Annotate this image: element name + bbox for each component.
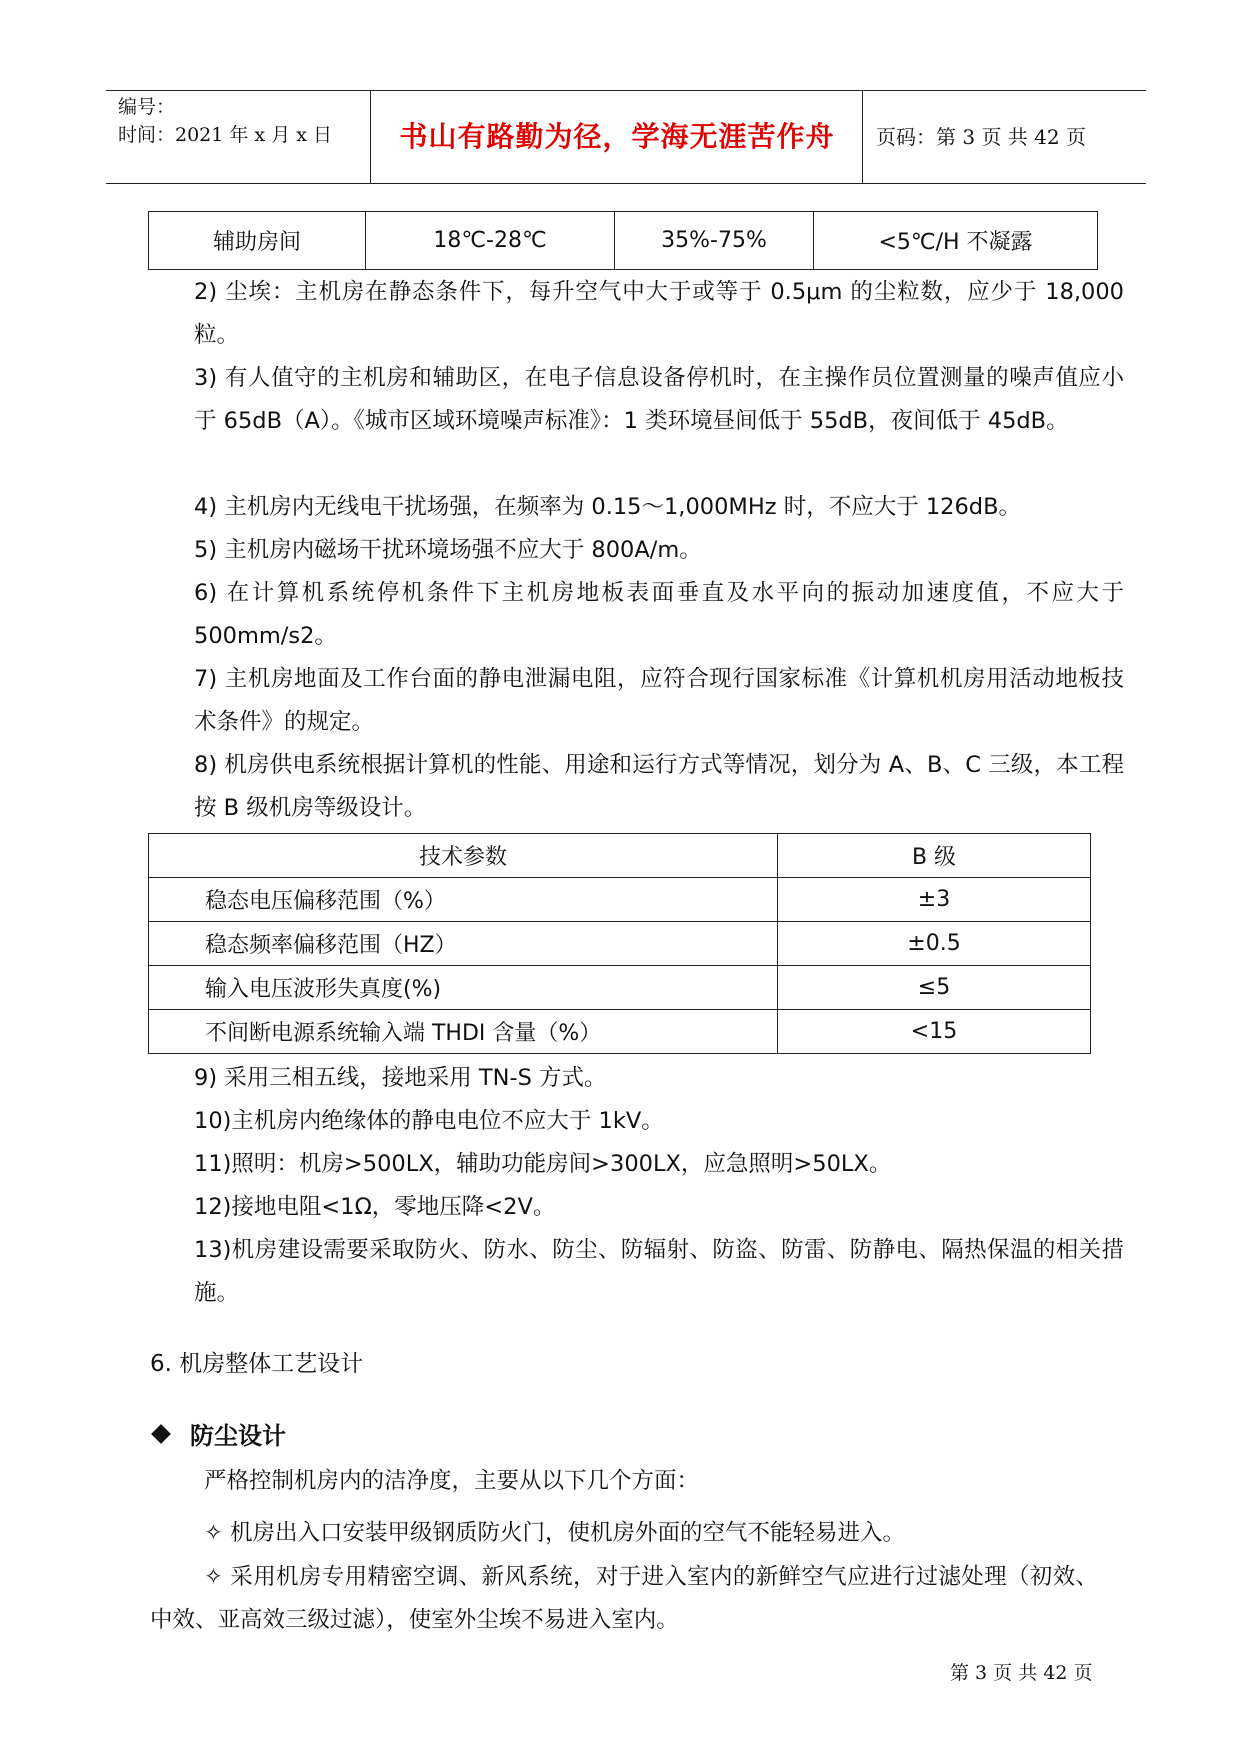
table-header-cell: B 级 <box>778 834 1091 878</box>
paragraph: 3) 有人值守的主机房和辅助区，在电子信息设备停机时，在主操作员位置测量的噪声值应小于 65dB（A）。《城市区域环境噪声标准》：1 类环境昼间低于 55dB，夜间低于 45dB。 <box>194 365 1124 434</box>
header-divider <box>370 91 371 183</box>
paragraph: 5) 主机房内磁场干扰环境场强不应大于 800A/m。 <box>194 537 702 563</box>
table-cell: 不间断电源系统输入端 THDI 含量（%） <box>149 1010 778 1054</box>
paragraph: 10)主机房内绝缘体的静电电位不应大于 1kV。 <box>194 1108 664 1134</box>
table-cell: <5℃/H 不凝露 <box>814 212 1098 270</box>
paragraph: 严格控制机房内的洁净度，主要从以下几个方面： <box>204 1468 700 1494</box>
table-cell: 稳态频率偏移范围（HZ） <box>149 922 778 966</box>
page-footer: 第 3 页 共 42 页 <box>950 1662 1093 1684</box>
table-cell: 35%-75% <box>615 212 814 270</box>
table-cell: ≤5 <box>778 966 1091 1010</box>
document-date-label: 时间：2021 年 x 月 x 日 <box>118 124 332 146</box>
page-header <box>106 90 1146 184</box>
table-cell: <15 <box>778 1010 1091 1054</box>
header-divider <box>862 91 863 183</box>
table-cell: 输入电压波形失真度(%) <box>149 966 778 1010</box>
paragraph: 13)机房建设需要采取防火、防水、防尘、防辐射、防盗、防雷、防静电、隔热保温的相关措施。 <box>194 1237 1124 1306</box>
paragraph: 2) 尘埃：主机房在静态条件下，每升空气中大于或等于 0.5μm 的尘粒数，应少于 18,000 粒。 <box>194 279 1124 348</box>
diamond-bullet-icon <box>151 1424 171 1444</box>
table-header-cell: 技术参数 <box>149 834 778 878</box>
table-row <box>149 922 1091 966</box>
paragraph: ✧ 采用机房专用精密空调、新风系统，对于进入室内的新鲜空气应进行过滤处理（初效、中效、亚高效三级过滤），使室外尘埃不易进入室内。 <box>150 1564 1098 1633</box>
table-row <box>149 966 1091 1010</box>
table-row <box>149 1010 1091 1054</box>
paragraph: 9) 采用三相五线，接地采用 TN-S 方式。 <box>194 1065 607 1091</box>
table-cell: 辅助房间 <box>149 212 366 270</box>
table-cell: ±3 <box>778 878 1091 922</box>
table-row <box>149 212 1098 270</box>
document-number-label: 编号： <box>118 96 176 118</box>
table-cell: ±0.5 <box>778 922 1091 966</box>
paragraph: 11)照明：机房>500LX，辅助功能房间>300LX，应急照明>50LX。 <box>194 1151 892 1177</box>
table-row <box>149 878 1091 922</box>
table-header-row <box>149 834 1091 878</box>
subsection-heading <box>154 1416 286 1451</box>
paragraph: 8) 机房供电系统根据计算机的性能、用途和运行方式等情况，划分为 A、B、C 三级，本工程按 B 级机房等级设计。 <box>194 752 1124 821</box>
power-parameter-table <box>148 833 1091 1054</box>
paragraph: ✧ 机房出入口安装甲级钢质防火门，使机房外面的空气不能轻易进入。 <box>204 1520 906 1546</box>
section-heading: 6. 机房整体工艺设计 <box>150 1351 364 1377</box>
paragraph: 4) 主机房内无线电干扰场强，在频率为 0.15～1,000MHz 时，不应大于 126dB。 <box>194 494 1022 520</box>
header-meta <box>118 93 332 149</box>
environment-table <box>148 211 1098 270</box>
table-cell: 稳态电压偏移范围（%） <box>149 878 778 922</box>
subsection-title: 防尘设计 <box>190 1422 286 1450</box>
paragraph: 12)接地电阻<1Ω，零地压降<2V。 <box>194 1194 556 1220</box>
table-cell: 18℃-28℃ <box>366 212 615 270</box>
header-page-number: 页码：第 3 页 共 42 页 <box>876 125 1086 149</box>
header-motto: 书山有路勤为径，学海无涯苦作舟 <box>399 120 835 153</box>
paragraph: 7) 主机房地面及工作台面的静电泄漏电阻，应符合现行国家标准《计算机机房用活动地板技术条件》的规定。 <box>194 666 1124 735</box>
paragraph: 6) 在计算机系统停机条件下主机房地板表面垂直及水平向的振动加速度值，不应大于 500mm/s2。 <box>194 580 1124 649</box>
